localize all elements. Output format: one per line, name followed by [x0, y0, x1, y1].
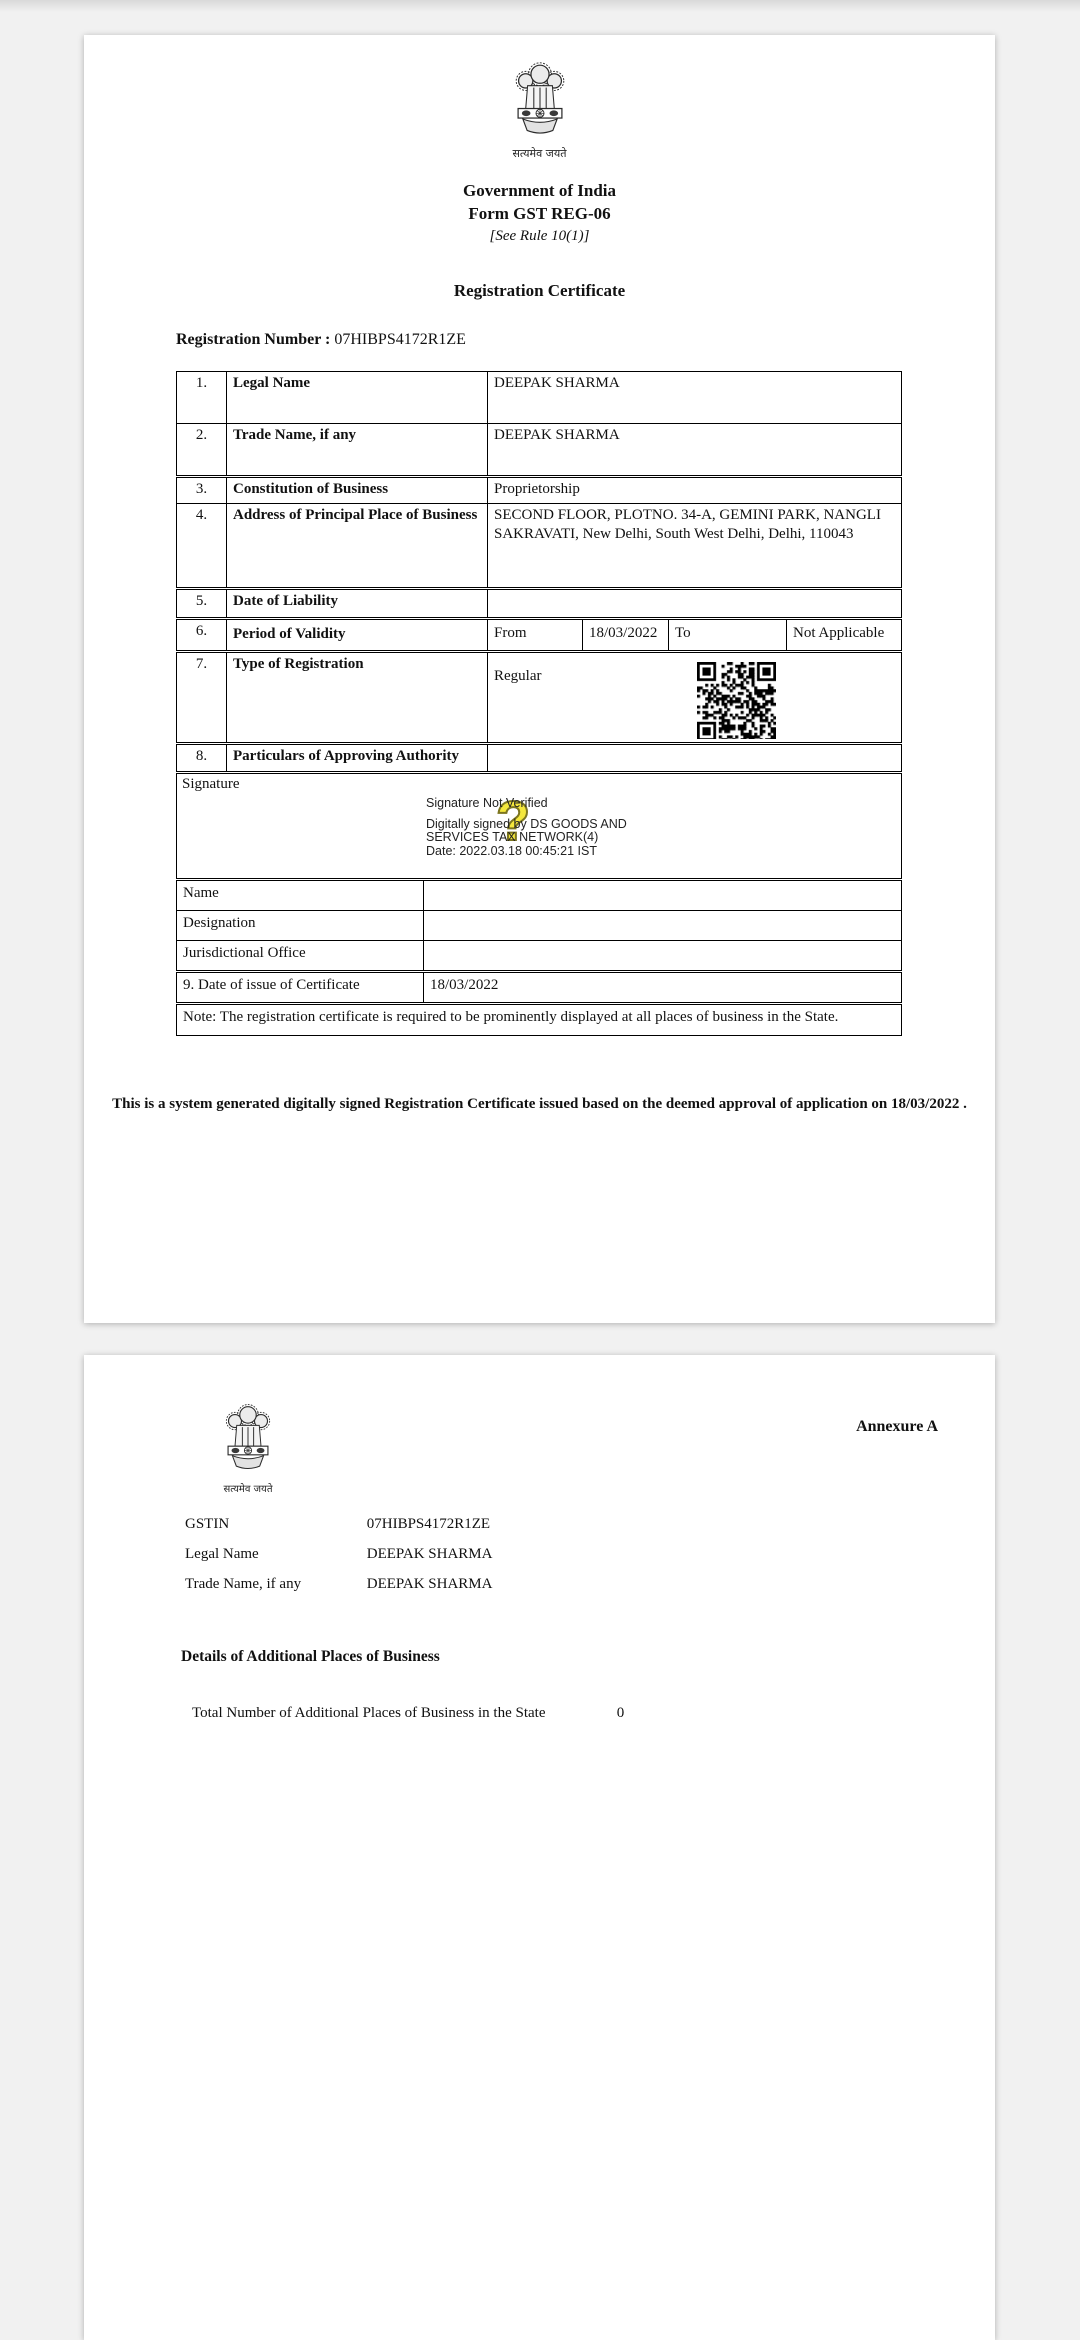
- row-value: 07HIBPS4172R1ZE: [366, 1516, 491, 1532]
- row-label: Period of Validity: [227, 620, 488, 650]
- table-row-jurisdictional-office: [176, 940, 902, 971]
- ashoka-emblem-icon: [511, 59, 569, 139]
- registration-number-label: Registration Number :: [176, 331, 331, 348]
- table-row-designation: [176, 910, 902, 941]
- emblem-caption: सत्यमेव जयते: [512, 147, 567, 160]
- table-row-trade-name: [176, 423, 902, 476]
- additional-places-title: Details of Additional Places of Business: [181, 1648, 440, 1665]
- total-places-label: Total Number of Additional Places of Business in the State: [192, 1705, 546, 1721]
- row-value: SECOND FLOOR, PLOTNO. 34-A, GEMINI PARK, NANGLI SAKRAVATI, New Delhi, South West Delhi, Delhi, 110043: [494, 507, 881, 542]
- row-number: 5.: [177, 590, 227, 617]
- note-row: Note: The registration certificate is required to be prominently displayed at all places of business in the State.: [176, 1004, 902, 1036]
- validity-from-label: From: [494, 625, 527, 641]
- table-row-type-of-registration: [176, 652, 902, 743]
- table-row-name: [176, 880, 902, 911]
- india-emblem: [511, 59, 569, 161]
- table-row-period-of-validity: [176, 619, 902, 651]
- table-row-constitution: [176, 477, 902, 504]
- gov-title: Government of India: [463, 181, 616, 200]
- row-value: [424, 941, 901, 970]
- row-label: Address of Principal Place of Business: [227, 504, 488, 587]
- row-label: Designation: [177, 911, 424, 940]
- total-places-value: 0: [616, 1705, 625, 1721]
- row-value: DEEPAK SHARMA: [366, 1576, 493, 1592]
- rule-subtitle: [See Rule 10(1)]: [489, 228, 590, 244]
- row-label: 9. Date of issue of Certificate: [177, 973, 424, 1002]
- top-scroll-shadow: [0, 0, 1080, 12]
- signature-line-2: SERVICES TAX NETWORK(4): [426, 830, 599, 844]
- row-value: Proprietorship: [494, 481, 580, 497]
- registration-number: [176, 331, 466, 349]
- row-number: 7.: [177, 653, 227, 742]
- registration-number-value: 07HIBPS4172R1ZE: [334, 331, 466, 348]
- row-label: Constitution of Business: [227, 478, 488, 503]
- registration-type-value: Regular: [494, 668, 542, 684]
- certificate-title: Registration Certificate: [453, 281, 626, 300]
- row-label: Trade Name, if any: [185, 1576, 302, 1592]
- row-number: 2.: [177, 424, 227, 475]
- row-value: 18/03/2022: [430, 977, 499, 993]
- row-value: DEEPAK SHARMA: [494, 375, 620, 391]
- row-value: [424, 881, 901, 910]
- signature-status: Signature Not Verified: [426, 796, 548, 810]
- legal-name-row: [185, 1546, 492, 1563]
- row-label: Particulars of Approving Authority: [227, 745, 488, 771]
- page-2: [84, 1355, 995, 2340]
- row-value: DEEPAK SHARMA: [366, 1546, 493, 1562]
- signature-section: [176, 773, 902, 879]
- annexure-label: Annexure A: [856, 1418, 938, 1435]
- table-row-date-of-issue: [176, 972, 902, 1003]
- india-emblem: [190, 1401, 306, 1495]
- row-label: Legal Name: [227, 372, 488, 423]
- row-number: 3.: [177, 478, 227, 503]
- signature-line-1: Digitally signed by DS GOODS AND: [426, 816, 627, 831]
- signature-line-3: Date: 2022.03.18 00:45:21 IST: [426, 843, 597, 858]
- table-row-address: [176, 503, 902, 588]
- form-title: Form GST REG-06: [468, 204, 611, 223]
- row-label: Name: [177, 881, 424, 910]
- validity-to-value: Not Applicable: [786, 620, 903, 650]
- emblem-caption: सत्यमेव जयते: [223, 1484, 273, 1495]
- row-value: [488, 745, 901, 771]
- row-number: 6.: [177, 620, 227, 650]
- table-row-date-of-liability: [176, 589, 902, 618]
- row-label: Date of Liability: [227, 590, 488, 617]
- row-label: Type of Registration: [227, 653, 488, 742]
- qr-code: [697, 662, 776, 739]
- row-value: [488, 590, 901, 617]
- row-number: 4.: [177, 504, 227, 587]
- row-number: 1.: [177, 372, 227, 423]
- system-generated-note: This is a system generated digitally signed Registration Certificate issued based on the deemed approval of application on 18/03/2022 .: [112, 1096, 967, 1112]
- row-label: Trade Name, if any: [227, 424, 488, 475]
- row-number: 8.: [177, 745, 227, 771]
- signature-label: Signature: [182, 776, 240, 792]
- signature-question-icon: ?: [496, 789, 531, 852]
- gstin-row: [185, 1516, 490, 1533]
- row-value: [488, 653, 901, 742]
- ashoka-emblem-icon: [222, 1401, 274, 1474]
- validity-to-label: To: [668, 620, 786, 650]
- table-row-legal-name: [176, 371, 902, 424]
- trade-name-row: [185, 1576, 492, 1593]
- registration-table: [176, 372, 902, 1036]
- digital-signature-block: [426, 789, 627, 858]
- officer-table: [176, 880, 902, 1036]
- row-label: Jurisdictional Office: [177, 941, 424, 970]
- total-places-row: [192, 1705, 624, 1722]
- validity-from-value: 18/03/2022: [582, 620, 668, 650]
- table-row-approving-authority: [176, 744, 902, 772]
- row-label: Legal Name: [185, 1546, 259, 1562]
- page-1: [84, 35, 995, 1323]
- row-value: [424, 911, 901, 940]
- row-label: GSTIN: [185, 1516, 230, 1532]
- row-value: DEEPAK SHARMA: [494, 427, 620, 443]
